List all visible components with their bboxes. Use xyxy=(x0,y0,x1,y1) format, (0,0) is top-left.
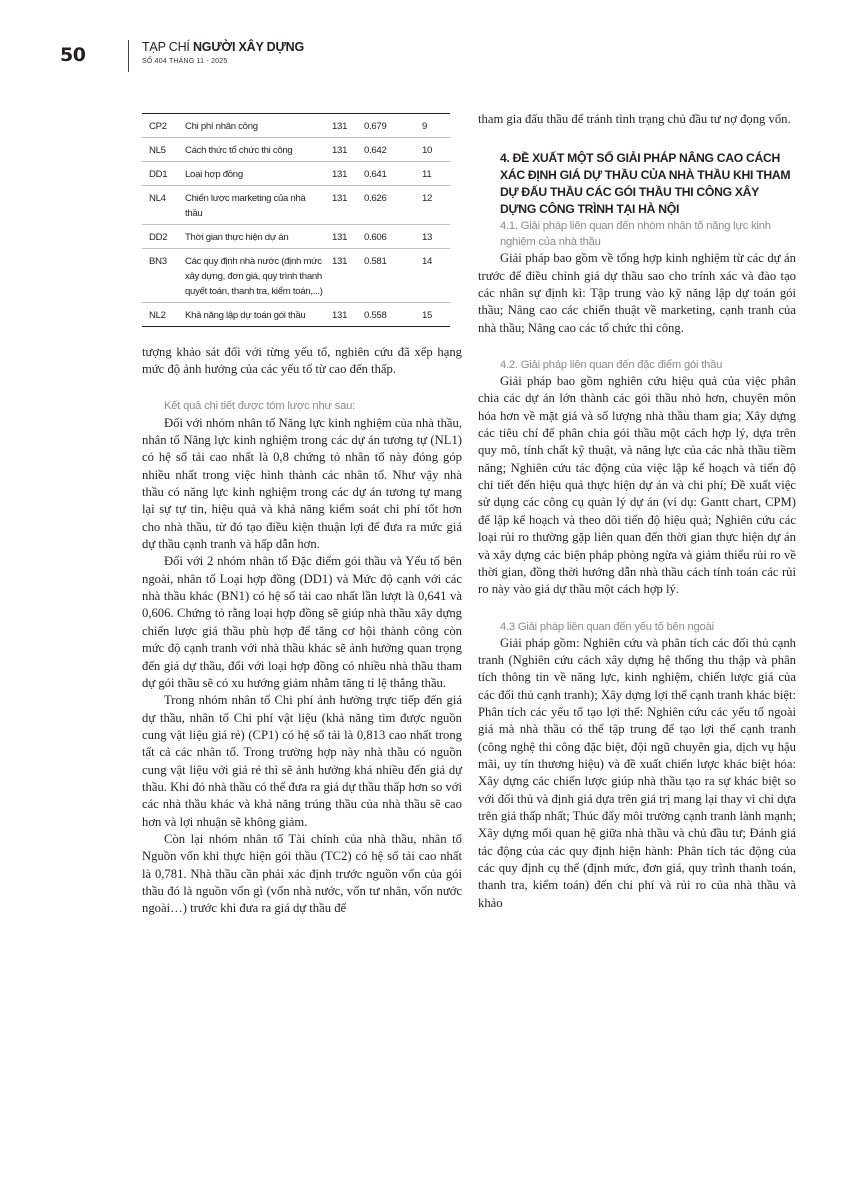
factor-name: Khả năng lập dự toán gói thầu xyxy=(185,310,306,321)
factor-value: 0.641 xyxy=(364,169,387,180)
factor-name: Cách thức tổ chức thi công xyxy=(185,145,293,156)
factor-rank: 13 xyxy=(422,232,433,243)
factor-rank: 15 xyxy=(422,310,433,321)
factor-code: BN3 xyxy=(149,256,167,267)
left-column xyxy=(142,344,462,918)
paragraph: tượng khảo sát đối với từng yếu tố, nghiên cứu đã xếp hạng mức độ ảnh hưởng của các yếu tố từ cao đến thấp. xyxy=(142,345,462,377)
journal-name: NGƯỜI XÂY DỰNG xyxy=(192,40,304,54)
journal-issue: SỐ 404 THÁNG 11 - 2025 xyxy=(142,58,228,65)
table-row xyxy=(142,138,450,162)
sample-size: 131 xyxy=(332,169,348,180)
factor-code: DD1 xyxy=(149,169,168,180)
factor-value: 0.581 xyxy=(364,256,387,267)
factor-name: Các quy định nhà nước (định mức xây dựng, đơn giá, quy trình thanh quyết toán, thanh tra, kiểm toán,...) xyxy=(185,256,323,297)
factor-ranking-table xyxy=(142,113,450,327)
subsection-heading: 4.2. Giải pháp liên quan đến đặc điểm gói thầu xyxy=(500,359,723,372)
table-row xyxy=(142,249,450,303)
paragraph: Đối với 2 nhóm nhân tố Đặc điểm gói thầu và Yếu tố bên ngoài, nhân tố Loại hợp đồng (DD1) và Mức độ cạnh với các nhà thầu khác (BN1) có hệ số tải cao nhất lần lượt là 0,641 và 0,606. Chứng tỏ rằng loại hợp đồng sẽ giúp nhà thầu xây dựng chiến lược giá thầu phù hợp để tăng cơ hội thành công còn mức độ cạnh tranh với nhà thầu khác sẽ ảnh hưởng quan trọng đến giá dự thầu, đối với loại hợp đồng có nhiều nhà thầu tham dự gói thầu sẽ có xu hướng giảm nhằm tăng tỉ lệ thắng thầu. xyxy=(142,554,462,690)
factor-name: Loại hợp đồng xyxy=(185,169,243,180)
paragraph: Trong nhóm nhân tố Chi phí ảnh hưởng trực tiếp đến giá dự thầu, nhân tố Chi phí vật liệu (khả năng tìm được nguồn cung vật liệu giá rẻ) (CP1) có hệ số tải là 0,813 cao nhất trong tất cả các nhân tố. Trong trường hợp này nhà thầu có nguồn cung vật liệu với giá rẻ thì sẽ ảnh hưởng khá nhiều đến giá dự thầu. Khi đó nhà thầu có thể đưa ra giá dự thầu thấp hơn so với các nhà thầu khác và khả năng trúng thầu của nhà thầu sẽ cao hơn và lợi nhuận sẽ không giảm. xyxy=(142,693,462,829)
factor-rank: 9 xyxy=(422,121,428,132)
factor-rank: 12 xyxy=(422,193,433,204)
factor-name: Thời gian thực hiện dự án xyxy=(185,232,289,243)
header-divider xyxy=(128,40,129,72)
factor-code: DD2 xyxy=(149,232,168,243)
factor-name: Chiến lược marketing của nhà thầu xyxy=(185,193,306,219)
right-column xyxy=(478,111,796,912)
factor-rank: 11 xyxy=(422,169,432,180)
factor-code: CP2 xyxy=(149,121,167,132)
sample-size: 131 xyxy=(332,145,348,156)
factor-value: 0.679 xyxy=(364,121,387,132)
table-body xyxy=(142,114,450,327)
section-heading: 4. ĐỀ XUẤT MỘT SỐ GIẢI PHÁP NÂNG CAO CÁCH XÁC ĐỊNH GIÁ DỰ THẦU CỦA NHÀ THẦU KHI THAM DỰ ĐẤU THẦU CÁC GÓI THẦU THI CÔNG XÂY DỰNG CÔNG TRÌNH TẠI HÀ NỘI xyxy=(500,151,791,217)
factor-code: NL2 xyxy=(149,310,166,321)
factor-value: 0.606 xyxy=(364,232,387,243)
table-row xyxy=(142,303,450,327)
subsection-heading: 4.1. Giải pháp liên quan đến nhóm nhân tố năng lực kinh nghiệm của nhà thầu xyxy=(500,220,771,249)
table-row xyxy=(142,225,450,249)
table-row xyxy=(142,162,450,186)
table-row xyxy=(142,114,450,138)
journal-title xyxy=(142,40,304,54)
journal-prefix: TẠP CHÍ xyxy=(142,40,190,54)
subsection-heading: 4.3 Giải pháp liên quan đến yếu tố bên ngoài xyxy=(500,620,714,633)
paragraph: Giải pháp bao gồm về tổng hợp kinh nghiệm từ các dự án trước để điều chỉnh giá dự thầu sao cho trính xác và đào tạo các nhân sự định kì: Tập trung vào kỹ năng lập dự toán gói thầu; Nâng cao các chiến thuật về marketing, cạnh tranh của nhà thầu; Nâng cao các tổ chức thi công. xyxy=(478,251,796,335)
factor-rank: 10 xyxy=(422,145,433,156)
factor-code: NL4 xyxy=(149,193,166,204)
paragraph: Giải pháp gồm: Nghiên cứu và phân tích các đối thủ cạnh tranh (Nghiên cứu cách xây dựng hệ thống thu thập và phân tích thông tin về năng lực, kinh nghiệm, chiến lược giá của các đối thủ cạnh tranh); Xây dựng lợi thế cạnh tranh khác biệt: Phân tích các yếu tố tạo lợi thế: Nghiên cứu các yếu tố ngoài giá mà nhà thầu có thể tập trung để tạo lợi thế cạnh tranh (công nghệ thi công đặc biệt, đội ngũ chuyên gia, dịch vụ hậu mãi, uy tín thương hiệu) và đề xuất chiến lược khác biệt hóa: Xây dựng các chiến lược giúp nhà thầu tạo ra sự khác biệt so với đối thủ và định giá dựa trên giá trị mang lại thay vì chỉ dựa trên giá thấp nhất; Thúc đẩy môi trường cạnh tranh lành mạnh; Xây dựng mối quan hệ giữa nhà thầu và chủ đầu tư; Đánh giá tác động của các quy định hiện hành: Phân tích tác động của các quy định cụ thể (định mức, đơn giá, quy trình thanh toán, thanh tra, kiểm toán) đến chi phí và rủi ro của nhà thầu và khảo xyxy=(478,635,796,910)
sample-size: 131 xyxy=(332,193,348,204)
factor-value: 0.642 xyxy=(364,145,387,156)
page-number: 50 xyxy=(60,44,86,66)
factor-value: 0.626 xyxy=(364,193,387,204)
table-row xyxy=(142,186,450,225)
paragraph: Giải pháp bao gồm nghiên cứu hiệu quả của việc phân chia các dự án lớn thành các gói thầu nhỏ hơn, chuyên môn hóa hơn về mặt giá và số lượng nhà thầu tham gia; Xây dựng các tiêu chí để phân chia gói thầu một cách hợp lý, dựa trên quy mô, tính chất kỹ thuật, và năng lực của các nhà thầu tiềm năng; Nghiên cứu tác động của việc lập kế hoạch và tiến độ chi tiết đến hiệu quả thực hiện dự án và chi phí; Đề xuất việc sử dụng các công cụ quản lý dự án (ví dụ: Gantt chart, CPM) để lập kế hoạch và theo dõi tiến độ hiệu quả; Nghiên cứu các loại rủi ro thường gặp liên quan đến thời gian thực hiện dự án và xây dựng các biện pháp phòng ngừa và giảm thiểu rủi ro về thời gian, đồng thời hướng dẫn nhà thầu cách tính toán các rủi ro này vào giá dự thầu một cách hợp lý. xyxy=(478,374,796,597)
paragraph: tham gia đấu thầu để tránh tình trạng chủ đầu tư nợ đọng vốn. xyxy=(478,112,791,126)
sample-size: 131 xyxy=(332,121,348,132)
results-subheading: Kết quả chi tiết được tóm lược như sau: xyxy=(164,399,356,412)
sample-size: 131 xyxy=(332,256,348,267)
factor-rank: 14 xyxy=(422,256,433,267)
sample-size: 131 xyxy=(332,232,348,243)
paragraph: Còn lại nhóm nhân tố Tài chính của nhà thầu, nhân tố Nguồn vốn khi thực hiện gói thầu (TC2) có hệ số tải cao nhất là 0,781. Nhà thầu cần phải xác định trước nguồn vốn của gói thầu đó là nguồn vốn gì (vốn nhà nước, vốn tư nhân, vốn nước ngoài…) trước khi đưa ra giá dự thầu để xyxy=(142,831,462,916)
sample-size: 131 xyxy=(332,310,348,321)
factor-code: NL5 xyxy=(149,145,166,156)
paragraph: Đối với nhóm nhân tố Năng lực kinh nghiệm của nhà thầu, nhân tố Năng lực kinh nghiệm trong các dự án tương tự (NL1) có hệ số tải cao nhất là 0,8 chứng tỏ nhân tố này đóng góp nhiều nhất trong việc hình thành các nhân tố. Như vậy nhà thầu có năng lực kinh nghiệm trong các dự án tương tự mang lại sự tự tin, hiệu quả và khả năng kiểm soát chi phí tốt hơn cho nhà thầu, từ đó tạo điều kiện thuận lợi để đưa ra mức giá dự thầu cạnh tranh và hấp dẫn hơn. xyxy=(142,415,462,552)
factor-name: Chi phí nhân công xyxy=(185,121,258,132)
factor-value: 0.558 xyxy=(364,310,387,321)
